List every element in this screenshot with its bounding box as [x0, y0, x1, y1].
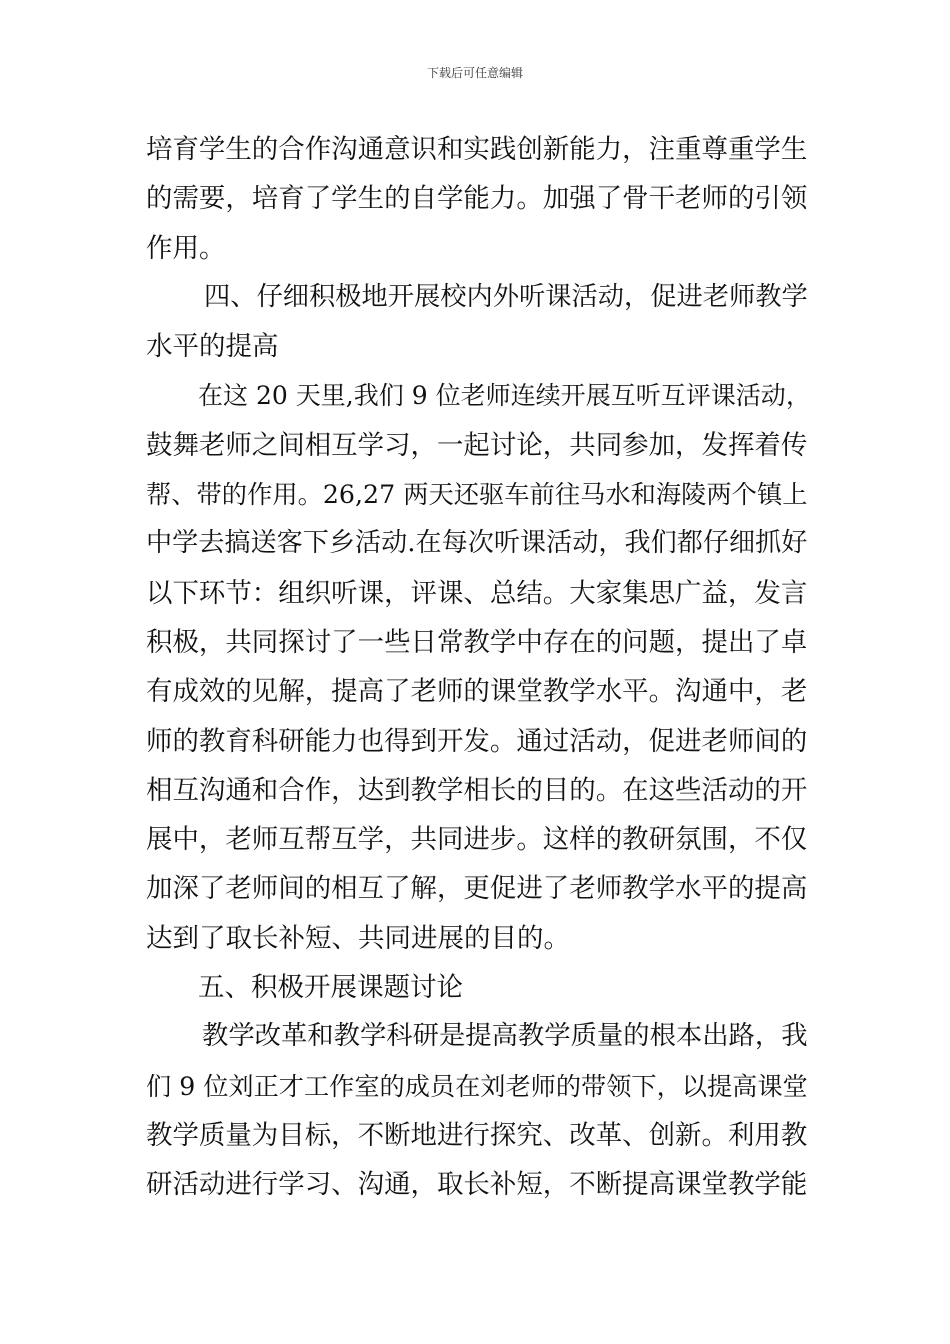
page-header: 下载后可任意编辑: [426, 66, 523, 80]
text-line: 相互沟通和合作，达到教学相长的目的。在这些活动的开: [146, 774, 808, 806]
text-line: 作用。: [146, 232, 226, 264]
text-line: 们 9 位刘正才工作室的成员在刘老师的带领下，以提高课堂: [146, 1071, 808, 1101]
text-line: 师的教育科研能力也得到开发。通过活动，促进老师间的: [146, 725, 808, 757]
text-line: 教学质量为目标，不断地进行探究、改革、创新。利用教: [146, 1119, 808, 1151]
text-line: 中学去搞送客下乡活动.在每次听课活动，我们都仔细抓好: [146, 528, 808, 559]
text-line: 达到了取长补短、共同进展的目的。: [146, 922, 570, 954]
text-line: 展中，老师互帮互学，共同进步。这样的教研氛围，不仅: [146, 824, 808, 856]
text-line: 在这 20 天里,我们 9 位老师连续开展互听互评课活动，: [198, 381, 811, 411]
text-line: 教学改革和教学科研是提高教学质量的根本出路，我: [202, 1021, 808, 1052]
text-line: 积极，共同探讨了一些日常教学中存在的问题，提出了卓: [146, 626, 808, 658]
text-line: 四、仔细积极地开展校内外听课活动，促进老师教学: [204, 281, 808, 312]
text-line: 有成效的见解，提高了老师的课堂教学水平。沟通中，老: [146, 676, 808, 708]
text-line: 培育学生的合作沟通意识和实践创新能力，注重尊重学生: [146, 134, 808, 165]
text-line: 以下环节：组织听课，评课、总结。大家集思广益，发言: [146, 577, 808, 609]
text-line: 鼓舞老师之间相互学习，一起讨论，共同参加，发挥着传: [146, 429, 808, 461]
text-line: 帮、带的作用。26,27 两天还驱车前往马水和海陵两个镇上: [146, 480, 808, 510]
text-line: 研活动进行学习、沟通，取长补短，不断提高课堂教学能: [146, 1169, 808, 1201]
text-line: 水平的提高: [146, 331, 279, 363]
text-line: 的需要，培育了学生的自学能力。加强了骨干老师的引领: [146, 183, 808, 215]
body-text: [146, 125, 811, 1210]
text-line: 五、积极开展课题讨论: [198, 972, 463, 1004]
text-line: 加深了老师间的相互了解，更促进了老师教学水平的提高: [146, 873, 808, 905]
